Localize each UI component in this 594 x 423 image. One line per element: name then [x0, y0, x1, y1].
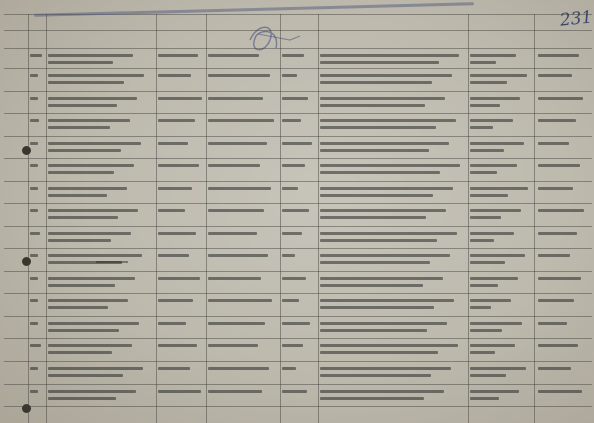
- illegible-text-stroke: [48, 322, 139, 325]
- table-column-rule: [28, 14, 29, 423]
- illegible-text-stroke: [48, 344, 132, 347]
- illegible-text-stroke: [320, 397, 424, 400]
- illegible-text-stroke: [320, 254, 450, 257]
- illegible-text-stroke: [48, 171, 114, 174]
- illegible-text-stroke: [470, 299, 511, 302]
- illegible-text-stroke: [470, 216, 501, 219]
- illegible-text-stroke: [538, 344, 578, 347]
- illegible-text-stroke: [30, 97, 38, 100]
- illegible-text-stroke: [538, 254, 570, 257]
- illegible-text-stroke: [538, 277, 581, 280]
- table-rule: [4, 293, 592, 294]
- illegible-text-stroke: [320, 74, 452, 77]
- illegible-text-stroke: [30, 164, 38, 167]
- illegible-text-stroke: [158, 142, 188, 145]
- illegible-text-stroke: [470, 390, 519, 393]
- illegible-text-stroke: [158, 344, 197, 347]
- illegible-text-stroke: [158, 209, 185, 212]
- illegible-text-stroke: [470, 142, 524, 145]
- illegible-text-stroke: [30, 187, 38, 190]
- illegible-text-stroke: [30, 254, 38, 257]
- illegible-text-stroke: [470, 119, 513, 122]
- ink-stroke-mark: [258, 34, 300, 40]
- illegible-text-stroke: [48, 164, 134, 167]
- illegible-text-stroke: [48, 261, 122, 264]
- illegible-text-stroke: [48, 126, 110, 129]
- illegible-text-stroke: [538, 390, 582, 393]
- illegible-text-stroke: [470, 187, 528, 190]
- illegible-text-stroke: [30, 367, 38, 370]
- illegible-text-stroke: [320, 81, 432, 84]
- table-rule: [4, 248, 592, 249]
- illegible-text-stroke: [282, 54, 304, 57]
- illegible-text-stroke: [48, 284, 115, 287]
- illegible-text-stroke: [208, 54, 259, 57]
- illegible-text-stroke: [158, 97, 202, 100]
- table-rule: [4, 68, 592, 69]
- illegible-text-stroke: [538, 74, 572, 77]
- illegible-text-stroke: [208, 97, 263, 100]
- illegible-text-stroke: [208, 390, 262, 393]
- illegible-text-stroke: [48, 54, 133, 57]
- table-column-rule: [156, 14, 157, 423]
- illegible-text-stroke: [158, 74, 191, 77]
- illegible-text-stroke: [282, 299, 299, 302]
- table-column-rule: [280, 14, 281, 423]
- illegible-text-stroke: [48, 306, 108, 309]
- table-rule: [4, 136, 592, 137]
- illegible-text-stroke: [538, 187, 573, 190]
- illegible-text-stroke: [30, 232, 40, 235]
- illegible-text-stroke: [48, 351, 112, 354]
- illegible-text-stroke: [282, 119, 301, 122]
- illegible-text-stroke: [470, 171, 497, 174]
- illegible-text-stroke: [282, 254, 295, 257]
- illegible-text-stroke: [538, 232, 577, 235]
- illegible-text-stroke: [48, 61, 113, 64]
- illegible-text-stroke: [470, 344, 515, 347]
- illegible-text-stroke: [538, 209, 584, 212]
- illegible-text-stroke: [30, 54, 42, 57]
- illegible-text-stroke: [30, 119, 39, 122]
- illegible-text-stroke: [48, 390, 136, 393]
- illegible-text-stroke: [48, 367, 143, 370]
- illegible-text-stroke: [48, 119, 130, 122]
- illegible-text-stroke: [30, 299, 38, 302]
- illegible-text-stroke: [48, 104, 117, 107]
- illegible-text-stroke: [30, 209, 38, 212]
- table-rule: [4, 361, 592, 362]
- illegible-text-stroke: [208, 74, 270, 77]
- illegible-text-stroke: [282, 164, 305, 167]
- illegible-text-stroke: [470, 97, 520, 100]
- illegible-text-stroke: [320, 149, 429, 152]
- illegible-text-stroke: [282, 390, 307, 393]
- illegible-text-stroke: [48, 194, 107, 197]
- illegible-text-stroke: [470, 81, 507, 84]
- illegible-text-stroke: [320, 216, 426, 219]
- illegible-text-stroke: [470, 397, 499, 400]
- illegible-text-stroke: [48, 232, 131, 235]
- illegible-text-stroke: [320, 54, 459, 57]
- illegible-text-stroke: [538, 119, 576, 122]
- illegible-text-stroke: [320, 367, 451, 370]
- illegible-text-stroke: [282, 322, 310, 325]
- illegible-text-stroke: [470, 74, 527, 77]
- illegible-text-stroke: [208, 209, 264, 212]
- table-column-rule: [468, 14, 469, 423]
- illegible-text-stroke: [320, 284, 423, 287]
- illegible-text-stroke: [538, 97, 583, 100]
- illegible-text-stroke: [320, 97, 445, 100]
- illegible-text-stroke: [470, 61, 496, 64]
- illegible-text-stroke: [320, 299, 454, 302]
- sheet-number: 231: [558, 7, 594, 31]
- illegible-text-stroke: [538, 142, 569, 145]
- illegible-text-stroke: [320, 61, 439, 64]
- illegible-text-stroke: [320, 119, 456, 122]
- illegible-text-stroke: [282, 209, 309, 212]
- illegible-text-stroke: [208, 277, 261, 280]
- illegible-text-stroke: [48, 277, 135, 280]
- table-rule: [4, 406, 592, 407]
- illegible-text-stroke: [320, 194, 433, 197]
- illegible-text-stroke: [208, 322, 265, 325]
- illegible-text-stroke: [158, 187, 192, 190]
- illegible-text-stroke: [30, 322, 38, 325]
- illegible-text-stroke: [48, 329, 119, 332]
- illegible-text-stroke: [320, 239, 437, 242]
- illegible-text-stroke: [470, 367, 526, 370]
- illegible-text-stroke: [30, 344, 41, 347]
- table-rule: [4, 91, 592, 92]
- illegible-text-stroke: [48, 374, 123, 377]
- illegible-text-stroke: [48, 97, 137, 100]
- illegible-text-stroke: [158, 164, 199, 167]
- illegible-text-stroke: [320, 322, 447, 325]
- illegible-text-stroke: [158, 254, 189, 257]
- illegible-text-stroke: [158, 119, 195, 122]
- illegible-text-stroke: [282, 97, 308, 100]
- illegible-text-stroke: [208, 232, 257, 235]
- illegible-text-stroke: [320, 351, 438, 354]
- illegible-text-stroke: [538, 367, 571, 370]
- illegible-text-stroke: [470, 126, 493, 129]
- illegible-text-stroke: [208, 142, 267, 145]
- illegible-text-stroke: [158, 299, 193, 302]
- illegible-text-stroke: [320, 187, 453, 190]
- table-column-rule: [46, 14, 47, 423]
- illegible-text-stroke: [208, 367, 269, 370]
- table-rule: [4, 384, 592, 385]
- illegible-text-stroke: [208, 344, 258, 347]
- punch-hole-top: [22, 146, 31, 155]
- illegible-text-stroke: [282, 232, 302, 235]
- table-rule: [4, 30, 592, 31]
- illegible-text-stroke: [30, 390, 38, 393]
- illegible-text-stroke: [470, 322, 522, 325]
- illegible-text-stroke: [538, 322, 567, 325]
- illegible-text-stroke: [158, 322, 186, 325]
- illegible-text-stroke: [320, 232, 457, 235]
- illegible-text-stroke: [158, 54, 198, 57]
- illegible-text-stroke: [282, 142, 312, 145]
- table-rule: [4, 271, 592, 272]
- illegible-text-stroke: [208, 299, 272, 302]
- table-rule: [4, 316, 592, 317]
- illegible-text-stroke: [470, 261, 505, 264]
- illegible-text-stroke: [48, 209, 138, 212]
- table-column-rule: [206, 14, 207, 423]
- illegible-text-stroke: [320, 344, 458, 347]
- table-rule: [4, 113, 592, 114]
- illegible-text-stroke: [282, 344, 303, 347]
- illegible-text-stroke: [158, 390, 201, 393]
- illegible-text-stroke: [470, 54, 516, 57]
- illegible-text-stroke: [470, 277, 518, 280]
- illegible-text-stroke: [320, 277, 443, 280]
- table-rule: [4, 181, 592, 182]
- illegible-text-stroke: [320, 142, 449, 145]
- illegible-text-stroke: [320, 209, 446, 212]
- illegible-text-stroke: [282, 187, 298, 190]
- illegible-text-stroke: [320, 374, 431, 377]
- illegible-text-stroke: [48, 299, 128, 302]
- illegible-text-stroke: [158, 277, 200, 280]
- illegible-text-stroke: [48, 254, 142, 257]
- illegible-text-stroke: [30, 277, 38, 280]
- illegible-text-stroke: [48, 397, 116, 400]
- table-rule: [4, 338, 592, 339]
- illegible-text-stroke: [470, 254, 525, 257]
- table-column-rule: [534, 14, 535, 423]
- illegible-text-stroke: [208, 164, 260, 167]
- illegible-text-stroke: [320, 126, 436, 129]
- illegible-text-stroke: [470, 209, 521, 212]
- illegible-text-stroke: [30, 74, 38, 77]
- illegible-text-stroke: [30, 142, 38, 145]
- illegible-text-stroke: [320, 164, 460, 167]
- illegible-text-stroke: [470, 232, 514, 235]
- illegible-text-stroke: [320, 329, 427, 332]
- illegible-text-stroke: [282, 367, 296, 370]
- illegible-text-stroke: [538, 164, 580, 167]
- table-rule: [4, 226, 592, 227]
- illegible-text-stroke: [282, 277, 306, 280]
- illegible-text-stroke: [208, 187, 271, 190]
- punch-hole-middle: [22, 257, 31, 266]
- illegible-text-stroke: [470, 329, 502, 332]
- illegible-text-stroke: [470, 351, 495, 354]
- illegible-text-stroke: [208, 119, 274, 122]
- illegible-text-stroke: [470, 239, 494, 242]
- illegible-text-stroke: [320, 171, 440, 174]
- illegible-text-stroke: [48, 187, 127, 190]
- illegible-text-stroke: [158, 232, 196, 235]
- illegible-text-stroke: [470, 164, 517, 167]
- illegible-text-stroke: [48, 81, 124, 84]
- illegible-text-stroke: [48, 149, 121, 152]
- illegible-text-stroke: [208, 254, 268, 257]
- illegible-text-stroke: [320, 261, 430, 264]
- illegible-text-stroke: [538, 54, 579, 57]
- illegible-text-stroke: [470, 284, 498, 287]
- table-rule: [4, 48, 592, 49]
- illegible-text-stroke: [48, 239, 111, 242]
- illegible-text-stroke: [282, 74, 297, 77]
- illegible-text-stroke: [48, 216, 118, 219]
- illegible-text-stroke: [538, 299, 574, 302]
- illegible-text-stroke: [470, 104, 500, 107]
- table-column-rule: [318, 14, 319, 423]
- illegible-text-stroke: [470, 306, 491, 309]
- illegible-text-stroke: [470, 149, 504, 152]
- illegible-text-stroke: [48, 74, 144, 77]
- illegible-text-stroke: [470, 374, 506, 377]
- illegible-text-stroke: [158, 367, 190, 370]
- illegible-text-stroke: [320, 306, 434, 309]
- illegible-text-stroke: [470, 194, 508, 197]
- table-rule: [4, 203, 592, 204]
- illegible-text-stroke: [48, 142, 141, 145]
- illegible-text-stroke: [320, 104, 425, 107]
- table-rule: [4, 158, 592, 159]
- illegible-text-stroke: [320, 390, 444, 393]
